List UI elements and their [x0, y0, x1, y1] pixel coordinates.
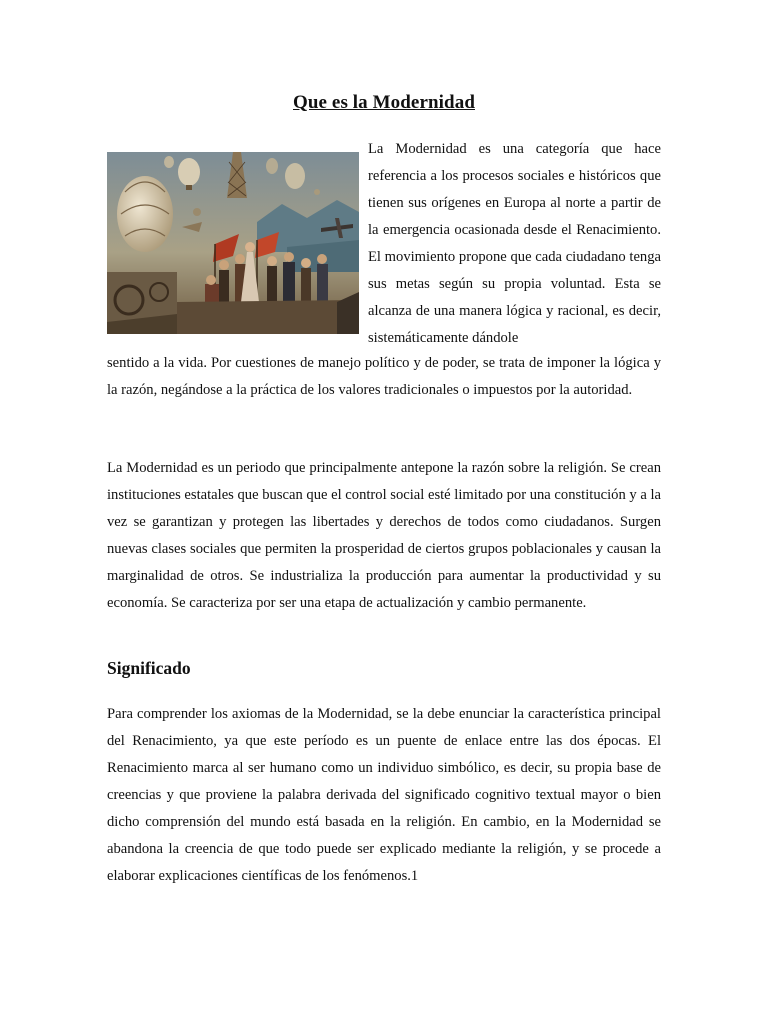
- mural-illustration: [107, 152, 359, 334]
- section-heading-significado: Significado: [107, 658, 191, 678]
- paragraph-2: La Modernidad es un periodo que principalmente antepone la razón sobre la religión. Se crean instituciones estatales que buscan que el control social esté limitado por una constitución y a la vez se garantizan y protegen las libertades y derechos de todos como ciudadanos. Surgen nuevas clases sociales que permiten la prosperidad de ciertos grupos poblacionales y causan la marginalidad de otros. Se industrializa la producción para aumentar la productividad y su economía. Se caracteriza por ser una etapa de actualización y cambio permanente.: [107, 460, 662, 611]
- paragraph-1-continuation: sentido a la vida. Por cuestiones de manejo político y de poder, se trata de imponer la lógica y la razón, negándose a la práctica de los valores tradicionales o impuestos por la autoridad.: [107, 355, 661, 398]
- paragraph-3: Para comprender los axiomas de la Modernidad, se la debe enunciar la característica principal del Renacimiento, ya que este período es un puente de enlace entre las dos épocas. El Renacimiento marca al ser humano como un individuo simbólico, es decir, su propia base de creencias y que proviene la palabra derivada del significado cognitivo textual mayor o bien dicho comprensión del mundo está basada en la religión. En cambio, en la Modernidad se abandona la creencia de que todo puede ser explicado mediante la religión, y se procede a elaborar explicaciones científicas de los fenómenos.1: [107, 706, 661, 884]
- modernity-mural-image: [107, 152, 359, 334]
- paragraph-1-intro: La Modernidad es una categoría que hace referencia a los procesos sociales e históricos que tienen sus orígenes en Europa al norte a partir de la emergencia ocasionada desde el Renacimiento. El movimiento propone que cada ciudadano tenga sus metas según su propia voluntad. Esta se alcanza de una manera lógica y racional, es decir, sistemáticamente dándole: [368, 141, 661, 346]
- page-title: Que es la Modernidad: [293, 92, 475, 113]
